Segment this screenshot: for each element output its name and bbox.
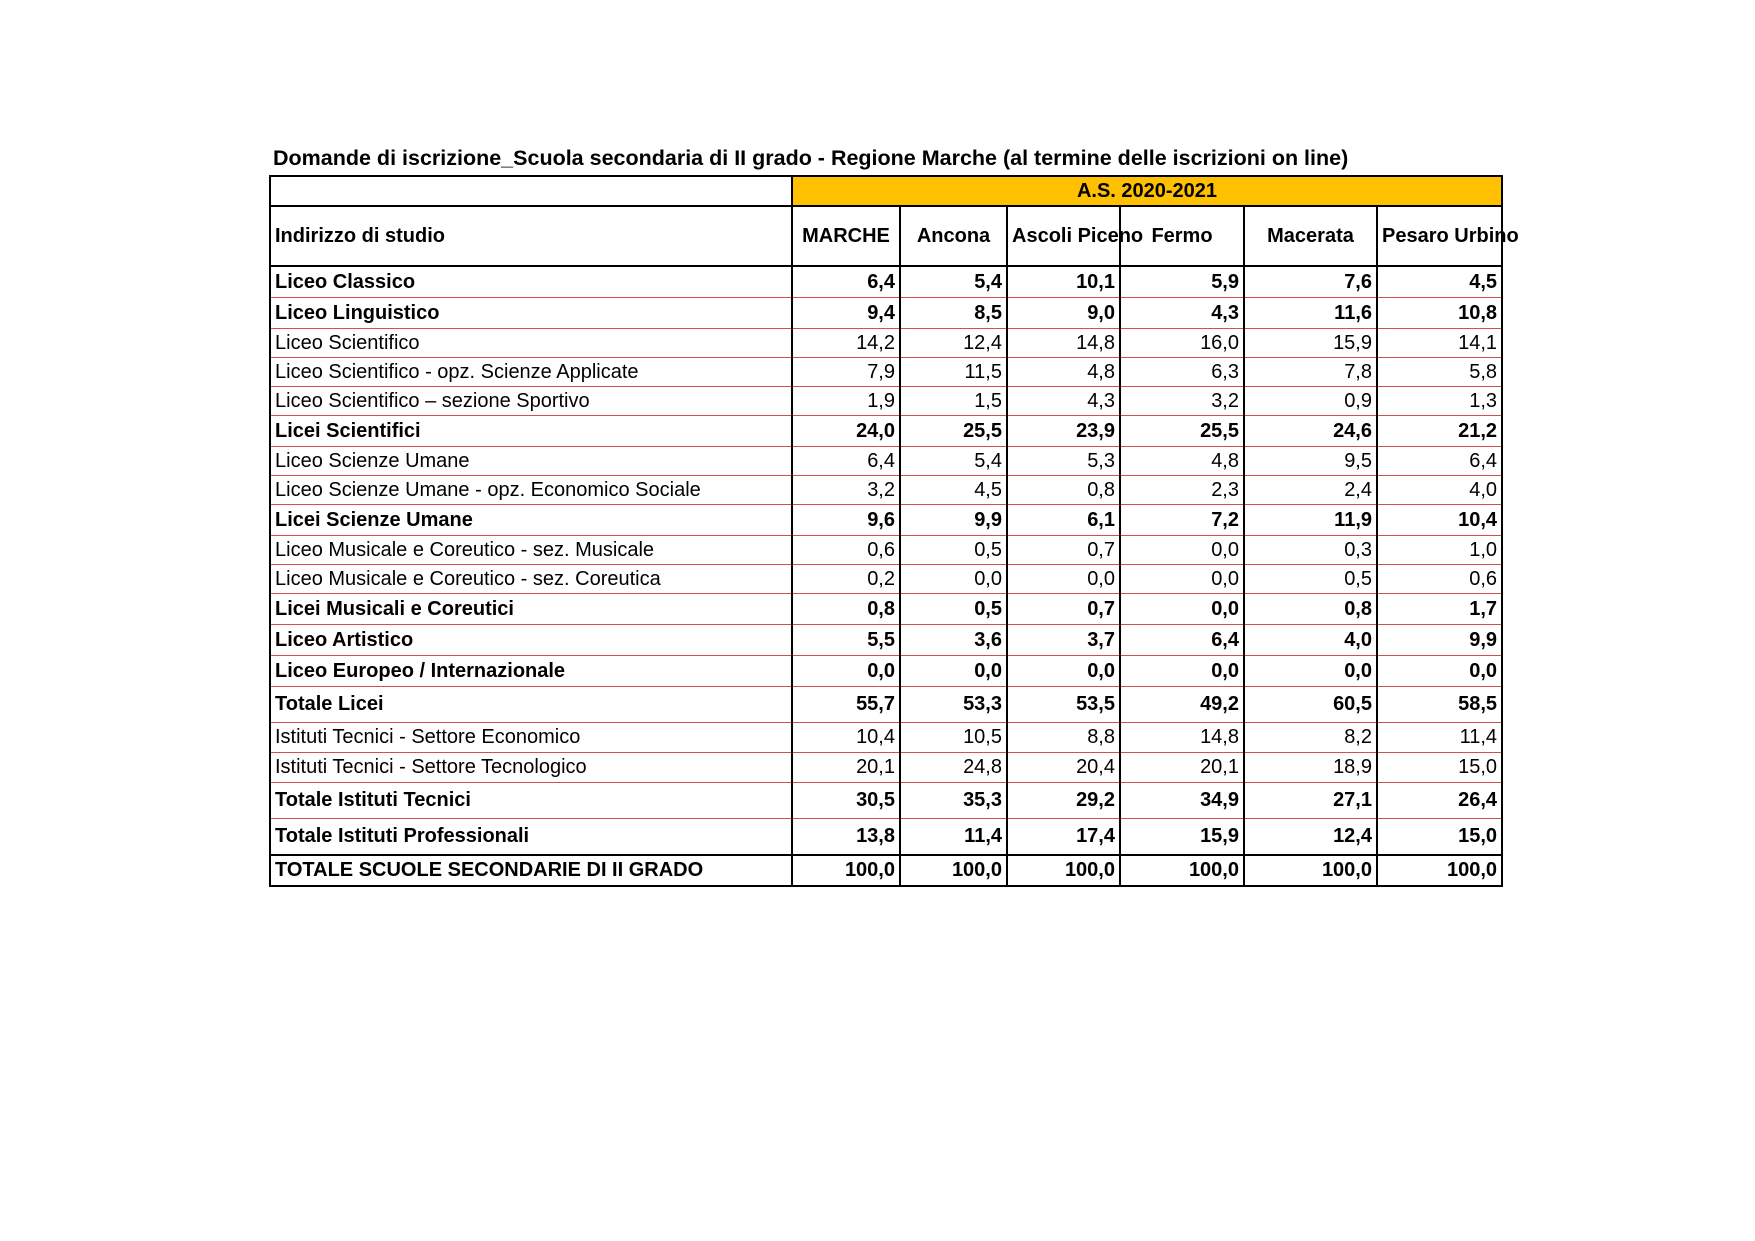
row-value: 20,4 <box>1007 753 1120 783</box>
row-value: 21,2 <box>1377 416 1502 447</box>
row-value: 60,5 <box>1244 687 1377 723</box>
table-row <box>270 329 1502 358</box>
row-label: Liceo Classico <box>270 266 792 298</box>
row-label: Totale Istituti Professionali <box>270 819 792 856</box>
row-value: 23,9 <box>1007 416 1120 447</box>
row-value: 0,8 <box>1244 594 1377 625</box>
table-row <box>270 505 1502 536</box>
row-value: 0,8 <box>1007 476 1120 505</box>
table-row <box>270 855 1502 886</box>
row-value: 3,7 <box>1007 625 1120 656</box>
row-label: Istituti Tecnici - Settore Tecnologico <box>270 753 792 783</box>
row-value: 7,6 <box>1244 266 1377 298</box>
row-value: 11,9 <box>1244 505 1377 536</box>
row-label: Liceo Scientifico - opz. Scienze Applicate <box>270 358 792 387</box>
row-value: 0,0 <box>1007 565 1120 594</box>
row-value: 17,4 <box>1007 819 1120 856</box>
row-value: 20,1 <box>792 753 900 783</box>
row-value: 3,2 <box>792 476 900 505</box>
row-label: Liceo Europeo / Internazionale <box>270 656 792 687</box>
row-value: 2,3 <box>1120 476 1244 505</box>
row-value: 5,5 <box>792 625 900 656</box>
row-value: 0,7 <box>1007 536 1120 565</box>
table-row <box>270 536 1502 565</box>
row-value: 16,0 <box>1120 329 1244 358</box>
row-value: 9,9 <box>1377 625 1502 656</box>
row-label: Licei Musicali e Coreutici <box>270 594 792 625</box>
row-value: 3,6 <box>900 625 1007 656</box>
row-value: 49,2 <box>1120 687 1244 723</box>
row-label: Liceo Artistico <box>270 625 792 656</box>
row-value: 53,3 <box>900 687 1007 723</box>
row-value: 100,0 <box>900 855 1007 886</box>
row-value: 11,4 <box>900 819 1007 856</box>
row-value: 4,3 <box>1007 387 1120 416</box>
row-value: 35,3 <box>900 783 1007 819</box>
row-value: 11,4 <box>1377 723 1502 753</box>
table-row <box>270 266 1502 298</box>
column-header-pesaro-urbino: Pesaro Urbino <box>1377 206 1502 266</box>
table-row <box>270 687 1502 723</box>
row-value: 4,3 <box>1120 298 1244 329</box>
row-value: 10,5 <box>900 723 1007 753</box>
row-value: 15,0 <box>1377 819 1502 856</box>
row-label: Licei Scientifici <box>270 416 792 447</box>
row-value: 29,2 <box>1007 783 1120 819</box>
row-value: 14,8 <box>1120 723 1244 753</box>
row-value: 9,0 <box>1007 298 1120 329</box>
row-value: 7,9 <box>792 358 900 387</box>
row-value: 100,0 <box>1120 855 1244 886</box>
enrollment-table <box>269 175 1519 887</box>
table-row <box>270 625 1502 656</box>
row-value: 0,0 <box>1120 594 1244 625</box>
column-header-macerata: Macerata <box>1244 206 1377 266</box>
row-value: 15,0 <box>1377 753 1502 783</box>
row-value: 10,8 <box>1377 298 1502 329</box>
row-value: 100,0 <box>1244 855 1377 886</box>
table-row <box>270 656 1502 687</box>
row-value: 26,4 <box>1377 783 1502 819</box>
row-value: 10,4 <box>1377 505 1502 536</box>
table-row <box>270 594 1502 625</box>
row-value: 100,0 <box>1007 855 1120 886</box>
period-header-row <box>270 176 1502 206</box>
row-value: 9,9 <box>900 505 1007 536</box>
blank-header-cell <box>270 176 792 206</box>
row-value: 30,5 <box>792 783 900 819</box>
row-value: 3,2 <box>1120 387 1244 416</box>
row-value: 0,5 <box>1244 565 1377 594</box>
row-value: 4,8 <box>1007 358 1120 387</box>
row-value: 24,8 <box>900 753 1007 783</box>
row-label: Liceo Musicale e Coreutico - sez. Musicale <box>270 536 792 565</box>
row-value: 100,0 <box>1377 855 1502 886</box>
row-value: 6,4 <box>792 447 900 476</box>
row-value: 4,8 <box>1120 447 1244 476</box>
table-row <box>270 447 1502 476</box>
row-label: Totale Istituti Tecnici <box>270 783 792 819</box>
column-header-ascoli-piceno: Ascoli Piceno <box>1007 206 1120 266</box>
row-label: Liceo Scienze Umane <box>270 447 792 476</box>
column-header-row <box>270 206 1502 266</box>
row-value: 9,6 <box>792 505 900 536</box>
column-header-label: Indirizzo di studio <box>270 206 792 266</box>
table-row <box>270 387 1502 416</box>
row-value: 6,1 <box>1007 505 1120 536</box>
row-value: 14,2 <box>792 329 900 358</box>
column-header-fermo: Fermo <box>1120 206 1244 266</box>
row-label: Liceo Scientifico <box>270 329 792 358</box>
row-value: 34,9 <box>1120 783 1244 819</box>
row-value: 0,5 <box>900 536 1007 565</box>
row-value: 0,3 <box>1244 536 1377 565</box>
row-value: 4,5 <box>1377 266 1502 298</box>
row-value: 5,9 <box>1120 266 1244 298</box>
row-value: 0,9 <box>1244 387 1377 416</box>
table-row <box>270 565 1502 594</box>
row-value: 0,6 <box>1377 565 1502 594</box>
row-value: 7,8 <box>1244 358 1377 387</box>
row-value: 25,5 <box>1120 416 1244 447</box>
row-value: 100,0 <box>792 855 900 886</box>
row-value: 12,4 <box>1244 819 1377 856</box>
row-value: 8,8 <box>1007 723 1120 753</box>
row-value: 4,0 <box>1244 625 1377 656</box>
row-value: 13,8 <box>792 819 900 856</box>
row-value: 0,0 <box>1120 656 1244 687</box>
row-value: 0,0 <box>1007 656 1120 687</box>
row-value: 15,9 <box>1244 329 1377 358</box>
row-value: 0,5 <box>900 594 1007 625</box>
row-value: 5,3 <box>1007 447 1120 476</box>
row-value: 11,5 <box>900 358 1007 387</box>
row-value: 2,4 <box>1244 476 1377 505</box>
period-label: A.S. 2020-2021 <box>792 176 1502 206</box>
row-value: 4,0 <box>1377 476 1502 505</box>
row-value: 10,4 <box>792 723 900 753</box>
row-value: 0,6 <box>792 536 900 565</box>
row-value: 0,0 <box>1244 656 1377 687</box>
row-value: 5,4 <box>900 266 1007 298</box>
row-value: 1,7 <box>1377 594 1502 625</box>
table-row <box>270 783 1502 819</box>
row-value: 0,0 <box>1120 565 1244 594</box>
row-value: 0,0 <box>900 656 1007 687</box>
row-value: 14,8 <box>1007 329 1120 358</box>
table-row <box>270 476 1502 505</box>
row-value: 1,0 <box>1377 536 1502 565</box>
row-label: Licei Scienze Umane <box>270 505 792 536</box>
column-header-marche: MARCHE <box>792 206 900 266</box>
row-value: 5,8 <box>1377 358 1502 387</box>
row-value: 14,1 <box>1377 329 1502 358</box>
sheet-title: Domande di iscrizione_Scuola secondaria di II grado - Regione Marche (al termine delle iscrizioni on line) <box>273 146 1349 170</box>
row-value: 10,1 <box>1007 266 1120 298</box>
row-value: 25,5 <box>900 416 1007 447</box>
row-value: 0,7 <box>1007 594 1120 625</box>
row-label: TOTALE SCUOLE SECONDARIE DI II GRADO <box>270 855 792 886</box>
row-value: 53,5 <box>1007 687 1120 723</box>
row-label: Totale Licei <box>270 687 792 723</box>
row-value: 4,5 <box>900 476 1007 505</box>
row-value: 18,9 <box>1244 753 1377 783</box>
row-value: 6,4 <box>1120 625 1244 656</box>
row-value: 6,3 <box>1120 358 1244 387</box>
row-value: 6,4 <box>1377 447 1502 476</box>
row-value: 11,6 <box>1244 298 1377 329</box>
row-value: 15,9 <box>1120 819 1244 856</box>
table-row <box>270 416 1502 447</box>
row-value: 24,0 <box>792 416 900 447</box>
row-value: 0,0 <box>1377 656 1502 687</box>
row-value: 6,4 <box>792 266 900 298</box>
table-row <box>270 358 1502 387</box>
table-row <box>270 298 1502 329</box>
row-value: 58,5 <box>1377 687 1502 723</box>
row-value: 0,0 <box>1120 536 1244 565</box>
row-value: 0,2 <box>792 565 900 594</box>
row-label: Liceo Musicale e Coreutico - sez. Coreutica <box>270 565 792 594</box>
row-value: 24,6 <box>1244 416 1377 447</box>
row-value: 1,5 <box>900 387 1007 416</box>
column-header-ancona: Ancona <box>900 206 1007 266</box>
row-value: 1,3 <box>1377 387 1502 416</box>
table-row <box>270 753 1502 783</box>
row-value: 55,7 <box>792 687 900 723</box>
row-value: 9,5 <box>1244 447 1377 476</box>
row-value: 12,4 <box>900 329 1007 358</box>
row-label: Istituti Tecnici - Settore Economico <box>270 723 792 753</box>
row-value: 27,1 <box>1244 783 1377 819</box>
row-label: Liceo Scienze Umane - opz. Economico Sociale <box>270 476 792 505</box>
row-value: 1,9 <box>792 387 900 416</box>
row-value: 0,8 <box>792 594 900 625</box>
row-value: 20,1 <box>1120 753 1244 783</box>
row-value: 8,5 <box>900 298 1007 329</box>
row-value: 0,0 <box>900 565 1007 594</box>
row-label: Liceo Linguistico <box>270 298 792 329</box>
row-value: 7,2 <box>1120 505 1244 536</box>
row-value: 9,4 <box>792 298 900 329</box>
row-value: 5,4 <box>900 447 1007 476</box>
table-row <box>270 723 1502 753</box>
row-value: 0,0 <box>792 656 900 687</box>
table-row <box>270 819 1502 856</box>
row-label: Liceo Scientifico – sezione Sportivo <box>270 387 792 416</box>
row-value: 8,2 <box>1244 723 1377 753</box>
